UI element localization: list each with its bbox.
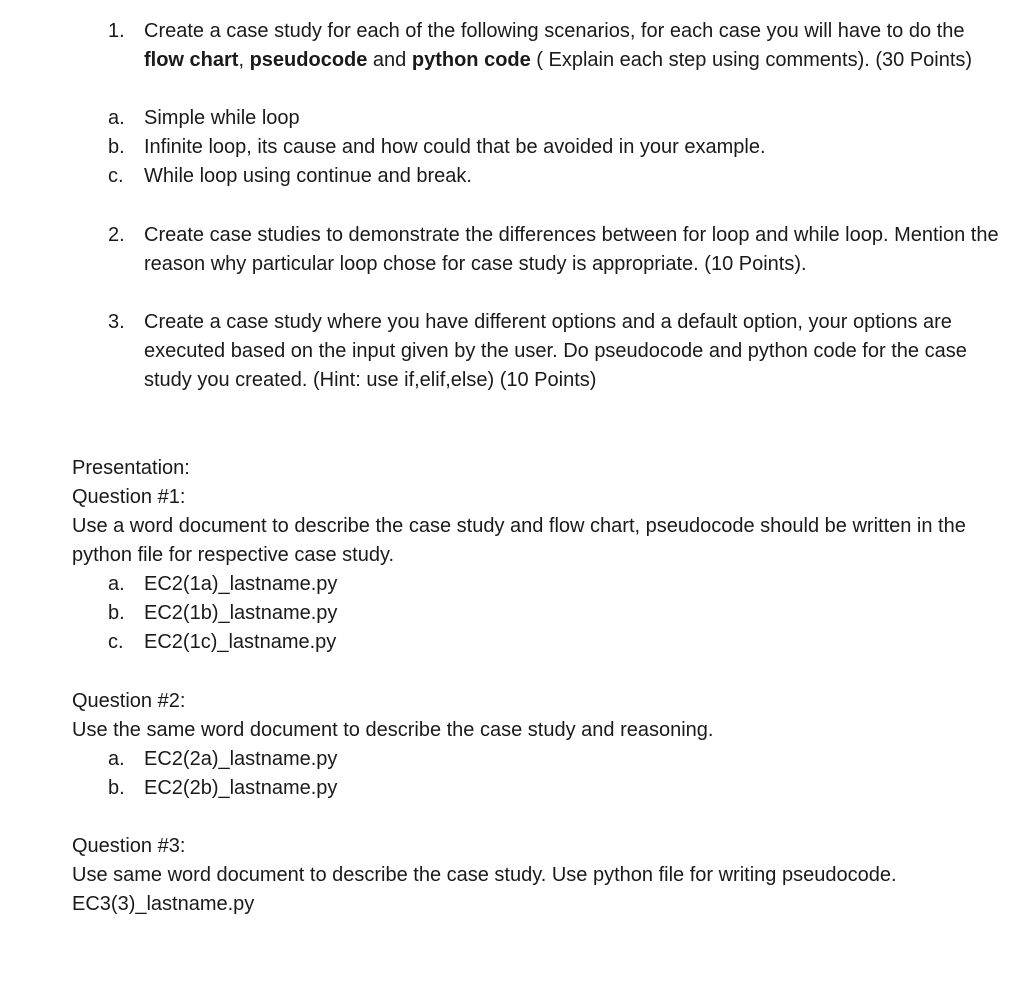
presentation-q2-text: Use the same word document to describe the case study and reasoning. xyxy=(72,719,714,741)
question-2-number: 2. xyxy=(108,224,125,246)
presentation-q3-text: Use same word document to describe the case study. Use python file for writing pseudocode. xyxy=(72,864,897,886)
presentation-q3-file: EC3(3)_lastname.py xyxy=(72,893,255,915)
presentation-q1-text: Use a word document to describe the case study and flow chart, pseudocode should be written in the python file for respective case study. xyxy=(72,515,966,566)
question-3-number: 3. xyxy=(108,311,125,333)
pseudocode-bold: pseudocode xyxy=(249,49,368,71)
presentation-heading: Presentation: xyxy=(72,457,190,479)
python-code-bold: python code xyxy=(411,49,531,71)
flow-chart-bold: flow chart xyxy=(144,49,239,71)
presentation-q1-heading: Question #1: xyxy=(72,486,186,508)
question-3-text: Create a case study where you have different options and a default option, your options are executed based on the input given by the user. Do pseudocode and python code for the case study you created. (Hint: use if,elif,else) (10 Points) xyxy=(144,311,967,391)
presentation-q3-heading: Question #3: xyxy=(72,835,186,857)
question-2-text: Create case studies to demonstrate the differences between for loop and while loop. Mention the reason why particular loop chose for case study is appropriate. (10 Points). xyxy=(144,224,999,275)
question-1-number: 1. xyxy=(108,20,125,42)
presentation-q2-heading: Question #2: xyxy=(72,690,186,712)
document-page: 1. Create a case study for each of the following scenarios, for each case you will have to do the flow chart, pseudocode and python code ( Explain each step using comments). (30 Points) a. Simple while loop b. Infinite loop, its cause and how could that be avoided in your example. c. While loop using continue and break. 2. Create case studies to demonstrate the differences between for loop and while loop. Mention the reason why particular loop chose for case study is appropriate. (10 Points). 3. Create a case study where you have different options and a default option, your options are executed based on the input given by the user. Do pseudocode and python code for the case study you created. (Hint: use if,elif,else) (10 Points) Presentation: Question #1: Use a word document to describe the case study and flow chart, pseudocode should be written in the python file for respective case study. a. EC2(1a)_lastname.py b. EC2(1b)_lastname.py c. EC2(1c)_lastname.py Question #2: Use the same word document to describe the case study and reasoning. a. EC2(2a)_lastname.py b. EC2(2b)_lastname.py Question #3: Use same word document to describe the case study. Use python file for writing pseudocode. EC3(3)_lastname.py xyxy=(0,0,1024,982)
question-1-text: Create a case study for each of the following scenarios, for each case you will have to do the flow chart, pseudocode and python code ( Explain each step using comments). (30 Points) xyxy=(144,20,973,71)
